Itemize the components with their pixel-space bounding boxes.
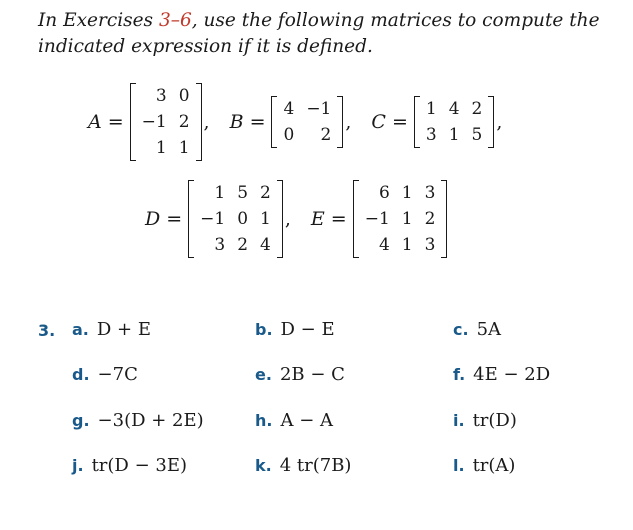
comma: ,	[284, 208, 291, 230]
matrix-row	[420, 122, 488, 148]
matrix-entry: 1	[214, 183, 226, 203]
matrix-entry: 5	[237, 183, 249, 203]
equals-sign: =	[391, 111, 408, 133]
part-expression: 5A	[476, 319, 502, 340]
matrix-entry: 4	[283, 99, 295, 119]
matrix-entry: 0	[237, 209, 249, 229]
matrix-row	[359, 232, 442, 258]
matrix-c-label: C	[371, 111, 386, 133]
matrix-entry: 2	[320, 125, 332, 145]
matrix-entry: 2	[471, 99, 483, 119]
matrix-entry: 3	[425, 125, 437, 145]
matrix-e-label: E	[310, 208, 325, 230]
comma: ,	[203, 111, 210, 133]
exercise-part	[72, 364, 138, 385]
part-expression: −3(D + 2E)	[97, 410, 204, 431]
matrix-e	[353, 180, 448, 258]
matrix-a	[130, 83, 202, 161]
matrix-b-label: B	[229, 111, 244, 133]
comma: ,	[345, 111, 352, 133]
matrix-entry: 2	[260, 183, 271, 203]
matrix-entry: 1	[425, 99, 437, 119]
matrix-entry: 3	[424, 235, 436, 255]
part-letter: j.	[72, 456, 84, 475]
part-letter: i.	[453, 411, 465, 430]
matrix-row-1	[88, 83, 522, 161]
matrix-entry: 6	[378, 183, 390, 203]
exercise-part	[255, 410, 333, 431]
matrix-entry: −1	[306, 99, 332, 119]
part-letter: a.	[72, 320, 89, 339]
part-expression: tr(D)	[472, 410, 517, 431]
comma: ,	[496, 111, 503, 133]
matrix-d-label: D	[145, 208, 161, 230]
part-letter: b.	[255, 320, 273, 339]
part-letter: g.	[72, 411, 90, 430]
matrix-row	[136, 135, 196, 161]
part-expression: −7C	[97, 364, 138, 385]
matrix-entry: 4	[260, 235, 271, 255]
exercise-part	[72, 410, 204, 431]
equals-sign: =	[330, 208, 347, 230]
exercise-part	[453, 364, 550, 385]
matrix-row	[359, 206, 442, 232]
part-expression: A − A	[280, 410, 333, 431]
matrix-entry: 1	[401, 183, 413, 203]
matrix-entry: 2	[178, 112, 190, 132]
matrix-a-label: A	[88, 111, 102, 133]
matrix-entry: 2	[424, 209, 436, 229]
matrix-row	[194, 206, 277, 232]
equals-sign: =	[249, 111, 266, 133]
matrix-c	[414, 96, 494, 148]
matrix-entry: −1	[200, 209, 226, 229]
part-letter: l.	[453, 456, 465, 475]
part-expression: tr(D − 3E)	[91, 455, 187, 476]
intro-text-before: In Exercises	[38, 10, 159, 31]
matrix-entry: 1	[401, 235, 413, 255]
matrix-entry: −1	[364, 209, 390, 229]
part-expression: 4 tr(7B)	[279, 455, 352, 476]
matrix-b	[271, 96, 343, 148]
matrix-row	[136, 83, 196, 109]
matrix-entry: 1	[401, 209, 413, 229]
matrix-entry: 3	[214, 235, 226, 255]
matrix-entry: 0	[178, 86, 190, 106]
matrix-d	[188, 180, 283, 258]
exercise-number: 3.	[38, 321, 56, 340]
exercise-part	[72, 455, 187, 476]
matrix-entry: −1	[141, 112, 167, 132]
matrix-row	[136, 109, 196, 135]
exercise-part	[453, 410, 517, 431]
matrix-entry: 1	[178, 138, 190, 158]
matrix-entry: 4	[378, 235, 390, 255]
matrix-entry: 5	[471, 125, 483, 145]
part-letter: f.	[453, 365, 466, 384]
matrix-entry: 3	[155, 86, 167, 106]
part-letter: c.	[453, 320, 469, 339]
matrix-entry: 2	[237, 235, 249, 255]
exercise-part	[255, 319, 335, 340]
part-letter: e.	[255, 365, 272, 384]
part-expression: tr(A)	[472, 455, 516, 476]
intro-text-after: , use the following matrices to compute the indicated expression if it is defined.	[38, 10, 600, 57]
instructions	[38, 8, 628, 60]
matrix-row	[194, 180, 277, 206]
matrix-entry: 3	[424, 183, 436, 203]
equals-sign: =	[166, 208, 183, 230]
part-letter: d.	[72, 365, 90, 384]
matrix-row	[420, 96, 488, 122]
part-expression: 2B − C	[279, 364, 345, 385]
matrix-row	[277, 96, 337, 122]
matrix-row	[194, 232, 277, 258]
exercise-part	[453, 455, 515, 476]
matrix-row	[359, 180, 442, 206]
matrix-row	[277, 122, 337, 148]
exercise-part	[255, 364, 345, 385]
matrix-row-2	[145, 180, 447, 258]
matrix-entry: 1	[448, 125, 460, 145]
matrix-entry: 1	[260, 209, 271, 229]
exercise-part	[453, 319, 501, 340]
matrix-entry: 1	[155, 138, 167, 158]
matrix-entry: 0	[283, 125, 295, 145]
part-letter: h.	[255, 411, 273, 430]
part-expression: D − E	[280, 319, 335, 340]
exercise-part	[255, 455, 351, 476]
exercise-range: 3–6	[158, 10, 192, 31]
part-expression: D + E	[96, 319, 151, 340]
part-letter: k.	[255, 456, 272, 475]
matrix-entry: 4	[448, 99, 460, 119]
exercise-part	[72, 319, 151, 340]
equals-sign: =	[107, 111, 124, 133]
part-expression: 4E − 2D	[473, 364, 551, 385]
